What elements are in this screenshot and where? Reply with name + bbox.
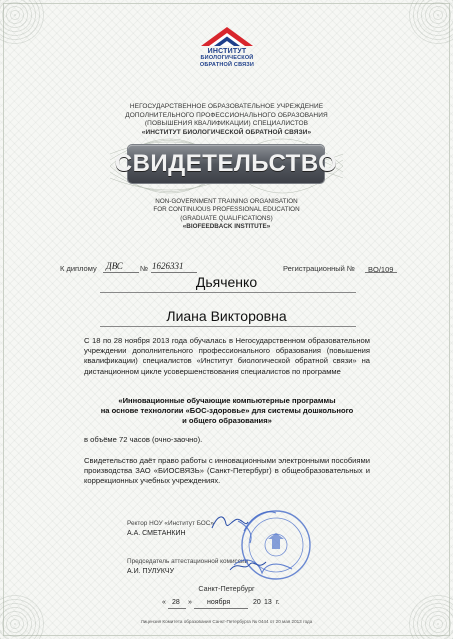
header-ru-line-3: (ПОВЫШЕНИЯ КВАЛИФИКАЦИИ) СПЕЦИАЛИСТОВ: [144, 120, 309, 128]
license-footer: Лицензия Комитета образования Санкт-Петербурга № 0444 от 20 мая 2013 года: [140, 619, 313, 624]
program-line-3: и общего образования»: [182, 416, 272, 426]
course-paragraph: С 18 по 28 ноября 2013 года обучалась в Негосударственном образовательном учреждении дополнительного профессионального образования (повышения квалификации) специалистов «Институт биологической обратной связи» на дистанционном цикле усовершенствования специалистов по программе: [84, 336, 370, 376]
institute-logo: [194, 24, 260, 69]
logo-line-1: ИНСТИТУТ: [207, 48, 247, 55]
diploma-series: ДВС: [106, 261, 123, 271]
date-year-suffix: 13: [264, 599, 272, 606]
rector-signature-icon: [210, 512, 250, 532]
certificate-title: СВИДЕТЕЛЬСТВО: [114, 150, 338, 177]
rector-label: Ректор НОУ «Институт БОС»: [127, 520, 214, 527]
date-day: 28: [172, 599, 180, 606]
header-ru-line-2: ДОПОЛНИТЕЛЬНОГО ПРОФЕССИОНАЛЬНОГО ОБРАЗОВАНИЯ: [125, 111, 328, 119]
header-en-line-3: (GRADUATE QUALIFICATIONS): [180, 214, 273, 222]
program-line-1: «Инновационные обучающие компьютерные программы: [118, 396, 336, 405]
diploma-label: К диплому: [60, 264, 97, 273]
logo-mark-icon: [197, 24, 257, 48]
diploma-number: 1626331: [152, 261, 184, 271]
header-en-line-1: NON-GOVERNMENT TRAINING ORGANISATION: [155, 198, 298, 205]
place: Санкт-Петербург: [198, 584, 255, 593]
logo-line-2: БИОЛОГИЧЕСКОЙ: [200, 55, 254, 61]
surname-underline: [100, 292, 356, 293]
chair-signature-icon: [228, 556, 268, 576]
program-title: [84, 396, 370, 427]
registration-label: Регистрационный №: [283, 264, 355, 273]
header-english: [0, 198, 453, 232]
chair-name: А.И. ПУЛУКЧУ: [127, 568, 175, 575]
date-year-prefix: 20: [253, 599, 261, 606]
name-underline: [100, 326, 356, 327]
header-en-line-2: FOR CONTINUOUS PROFESSIONAL EDUCATION: [153, 206, 300, 214]
registration-number: BO/109: [368, 265, 394, 274]
header-ru-line-4: «ИНСТИТУТ БИОЛОГИЧЕСКОЙ ОБРАТНОЙ СВЯЗИ»: [141, 128, 312, 136]
date-month: ноября: [207, 599, 231, 606]
recipient-name: Лиана Викторовна: [166, 308, 287, 324]
date-close-quote: »: [188, 599, 192, 606]
date-open-quote: «: [162, 599, 166, 606]
program-line-2: на основе технологии «БОС-здоровье» для системы дошкольного: [100, 406, 354, 416]
chair-label: Председатель аттестационной комиссии: [127, 558, 249, 565]
logo-line-3: ОБРАТНОЙ СВЯЗИ: [199, 62, 255, 68]
hours-text: в объёме 72 часов (очно-заочно).: [84, 435, 203, 444]
recipient-surname: Дьяченко: [195, 274, 258, 290]
header-en-line-4: «BIOFEEDBACK INSTITUTE»: [182, 223, 271, 231]
date-g: г.: [276, 599, 280, 606]
header-ru-line-1: НЕГОСУДАРСТВЕННОЕ ОБРАЗОВАТЕЛЬНОЕ УЧРЕЖДЕНИЕ: [129, 103, 324, 110]
rights-paragraph: Свидетельство даёт право работы с инновационными электронными пособиями производства ЗАО «БИОСВЯЗЬ» (Санкт-Петербург) в общеобразовательных и коррекционных учебных учреждениях.: [84, 456, 370, 486]
title-plate: [114, 145, 338, 183]
diploma-number-label: №: [140, 264, 149, 273]
rector-name: А.А. СМЕТАНКИН: [127, 530, 186, 537]
